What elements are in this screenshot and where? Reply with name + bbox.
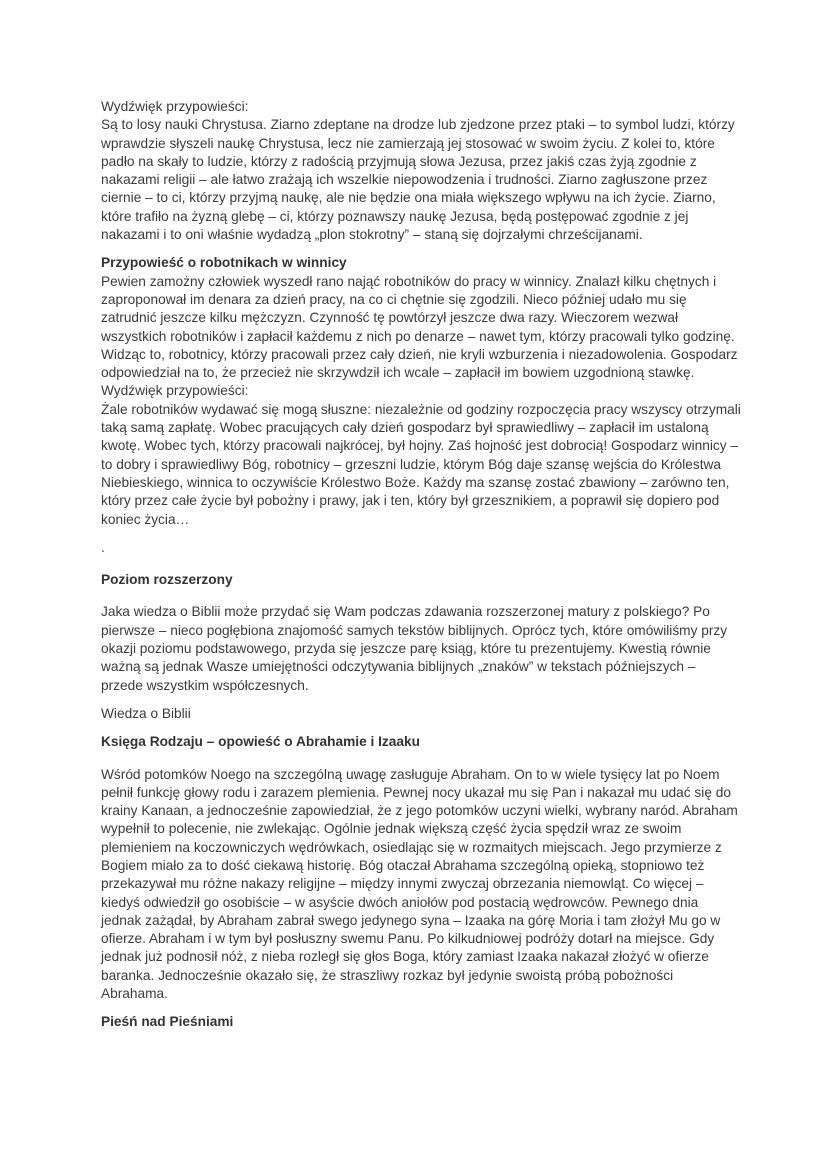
subheading-bible-knowledge: Wiedza o Biblii [101,705,191,721]
extended-level-text: Jaka wiedza o Biblii może przydać się Wam podczas zdawania rozszerzonej matury z polskiego? Po pierwsze – nieco pogłębiona znajomość samych tekstów biblijnych. Oprócz tych, które omówiliśmy przy okazji poziomu podstawowego, przyda się jeszcze parę ksiąg, które tu prezentujemy. Kwestią równie ważną są jednak Wasze umiejętności odczytywania biblijnych „znaków” w tekstach późniejszych – przede wszystkim współczesnych. [101,604,728,693]
parable-meaning-label: Wydźwięk przypowieści: [101,99,249,114]
parable-meaning-text: Są to losy nauki Chrystusa. Ziarno zdeptane na drodze lub zjedzone przez ptaki – to symbol ludzi, którzy wprawdzie słyszeli naukę Chrystusa, lecz nie zamierzają jej stosować w swoim życiu. Z kolei to, które padło na skały to ludzie, którzy z radością przyjmują słowa Jezusa, przez jakiś czas żyją zgodnie z nakazami religii – ale łatwo zrażają ich wszelkie niepowodzenia i trudności. Ziarno zagłuszone przez ciernie – to ci, którzy przyjmą naukę, ale nie będzie ona miała większego wpływu na ich życie. Ziarno, które trafiło na żyzną glebę – ci, którzy poznawszy naukę Jezusa, będą postępować zgodnie z jej nakazami i to oni właśnie wydadzą „plon stokrotny” – staną się dojrzałymi chrześcijanami. [101,117,735,243]
separator-dot: . [101,539,105,555]
genesis-text: Wśród potomków Noego na szczególną uwagę zasługuje Abraham. On to w wiele tysięcy lat po Noem pełnił funkcję głowy rodu i zarazem plemienia. Pewnej nocy ukazał mu się Pan i nakazał mu udać się do krainy Kanaan, a jednocześnie zapowiedział, że z jego potomków uczyni wielki, wybrany naród. Abraham wypełnił to polecenie, nie zwlekając. Ogólnie jednak większą część życia spędził wraz ze swoim plemieniem na koczowniczych wędrówkach, osiedlając się w rozmaitych miejscach. Jego przymierze z Bogiem miało za to dość ciekawą historię. Bóg otaczał Abrahama szczególną opieką, stopniowo też przekazywał mu różne nakazy religijne – między innymi zwyczaj obrzezania niemowląt. Co więcej – kiedyś odwiedził go osobiście – w asyście dwóch aniołów pod postacią wędrowców. Pewnego dnia jednak zażądał, by Abraham zabrał swego jedynego syna – Izaaka na górę Moria i tam złożył Mu go w ofierze. Abraham i w tym był posłuszny swemu Panu. Po kilkudniowej podróży dotarł na miejsce. Gdy jednak już podnosił nóż, z nieba rozległ się głos Boga, który zamiast Izaaka nakazał złożyć w ofierze baranka. Jednocześnie okazało się, że straszliwy rozkaz był jedynie swoistą próbą pobożności Abrahama. [101,766,738,1002]
vineyard-meaning-text: Żale robotników wydawać się mogą słuszne: niezależnie od godziny rozpoczęcia pracy wszyscy otrzymali taką samą zapłatę. Wobec pracujących cały dzień gospodarz był sprawiedliwy – zapłacił im ustaloną kwotę. Wobec tych, którzy pracowali najkrócej, był hojny. Zaś hojność jest dobrocią! Gospodarz winnicy – to dobry i sprawiedliwy Bóg, robotnicy – grzeszni ludzie, którym Bóg daje szansę wejścia do Królestwa Niebieskiego, winnica to oczywiście Królestwo Boże. Każdy ma szansę zostać zbawiony – zarówno ten, który przez całe życie był pobożny i prawy, jak i ten, który był grzesznikiem, a poprawił się dopiero pod koniec życia… [101,401,741,527]
vineyard-parable-text: Pewien zamożny człowiek wyszedł rano nająć robotników do pracy w winnicy. Znalazł kilku chętnych i zaproponował im denara za dzień pracy, na co ci chętnie się zgodzili. Nieco później udało mu się zatrudnić jeszcze kilku mężczyzn. Czynność tę powtórzył jeszcze dwa razy. Wieczorem wezwał wszystkich robotników i zapłacił każdemu z nich po denarze – nawet tym, którzy pracowali tylko godzinę. Widząc to, robotnicy, którzy pracowali przez cały dzień, nie kryli wzburzenia i niezadowolenia. Gospodarz odpowiedział na to, że przecież nie skrzywdził ich wcale – zapłacił im bowiem uzgodnioną stawkę. [101,273,738,381]
section-heading-vineyard: Przypowieść o robotnikach w winnicy [101,255,347,271]
section-heading-genesis: Księga Rodzaju – opowieść o Abrahamie i Izaaku [101,734,420,750]
document-page [101,98,741,1032]
vineyard-meaning-label: Wydźwięk przypowieści: [101,383,249,399]
section-heading-song-of-songs: Pieśń nad Pieśniami [101,1014,234,1030]
section-heading-extended-level: Poziom rozszerzony [101,572,233,588]
